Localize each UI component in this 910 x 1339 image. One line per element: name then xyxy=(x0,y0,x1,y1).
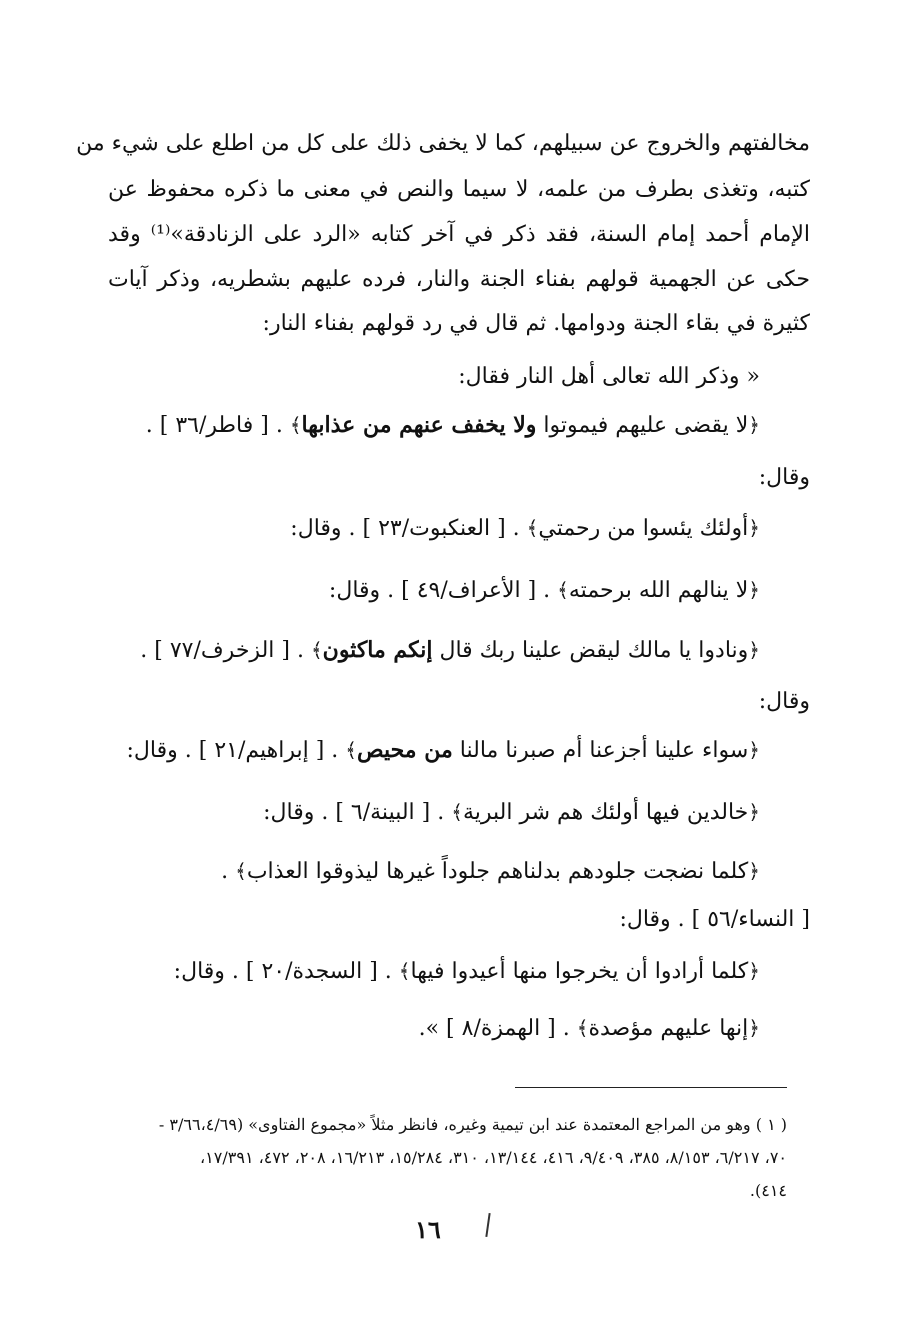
verse-text: أولئك يئسوا من رحمتي xyxy=(538,516,749,541)
page-number: ١٦ xyxy=(415,1215,441,1244)
verse-2 xyxy=(290,512,760,545)
verse-bold-text: ولا يخفف عنهم من عذابها xyxy=(301,412,537,438)
verse-8 xyxy=(174,955,760,988)
verse-open-ornament: ﴿ xyxy=(748,516,760,540)
verse-open-ornament: ﴿ xyxy=(748,413,760,437)
footnote-line-1: ( ١ ) وهو من المراجع المعتمدة عند ابن تيمية وغيره، فانظر مثلاً «مجموع الفتاوى» (٣/٦٦،٤/٦٩ - xyxy=(158,1115,787,1134)
body-line-4: حكى عن الجهمية قولهم بفناء الجنة والنار، فرده عليهم بشطريه، وذكر آيات xyxy=(108,267,810,292)
verse-4 xyxy=(140,634,760,667)
verse-text: ونادوا يا مالك ليقض علينا ربك قال xyxy=(432,638,749,663)
quote-intro: « وذكر الله تعالى أهل النار فقال: xyxy=(458,364,760,389)
body-line-5: كثيرة في بقاء الجنة ودوامها. ثم قال في رد قولهم بفناء النار: xyxy=(262,311,810,336)
verse-text: لا ينالهم الله برحمته xyxy=(568,578,749,603)
verse-text: كلما نضجت جلودهم بدلناهم جلوداً غيرها ليذوقوا العذاب xyxy=(246,859,749,884)
verse-open-ornament: ﴿ xyxy=(748,738,760,762)
verse-open-ornament: ﴿ xyxy=(748,959,760,983)
footnote-line-3: ٤١٤). xyxy=(749,1181,787,1200)
verse-reference: . [ الزخرف/٧٧ ] . xyxy=(140,638,311,663)
footnote-line-2: ٧٠، ٦/٢١٧، ٨/١٥٣، ٣٨٥، ٩/٤٠٩، ٤١٦، ١٣/١٤٤، ٣١٠، ١٥/٢٨٤، ١٦/٢١٣، ٢٠٨، ٤٧٢، ١٧/٣٩١، xyxy=(200,1148,787,1167)
verse-close-ornament: ﴾ xyxy=(526,516,539,540)
verse-text: سواء علينا أجزعنا أم صبرنا مالنا xyxy=(452,738,749,763)
verse-reference: . [ إبراهيم/٢١ ] . وقال: xyxy=(126,738,346,763)
footnote-separator xyxy=(515,1087,787,1088)
body-line-1: مخالفتهم والخروج عن سبيلهم، كما لا يخفى ذلك على كل من اطلع على شيء من xyxy=(76,131,810,156)
verse-text: إنها عليهم مؤصدة xyxy=(588,1016,749,1041)
verse-close-ornament: ﴾ xyxy=(451,800,463,824)
verse-close-ornament: ﴾ xyxy=(289,413,302,437)
verse-6 xyxy=(263,796,760,829)
verse-reference: . [ البينة/٦ ] . وقال: xyxy=(263,800,452,825)
verse-3 xyxy=(329,574,760,607)
verse-open-ornament: ﴿ xyxy=(748,638,760,662)
verse-text: كلما أرادوا أن يخرجوا منها أعيدوا فيها xyxy=(410,959,749,984)
verse-close-ornament: ﴾ xyxy=(576,1016,589,1040)
verse-open-ornament: ﴿ xyxy=(748,859,760,883)
verse-open-ornament: ﴿ xyxy=(748,800,760,824)
body-line-3: الإمام أحمد إمام السنة، فقد ذكر في آخر كتابه «الرد على الزنادقة»⁽¹⁾ وقد xyxy=(108,222,810,247)
verse-reference: . [ الهمزة/٨ ] ». xyxy=(418,1016,577,1041)
verse-close-ornament: ﴾ xyxy=(557,578,569,602)
verse-bold-text: من محيص xyxy=(357,737,453,763)
verse-reference: . [ الأعراف/٤٩ ] . وقال: xyxy=(328,578,558,603)
wa-qal-1: وقال: xyxy=(758,465,810,490)
verse-7 xyxy=(221,855,760,888)
pen-mark xyxy=(485,1213,490,1237)
verse-close-ornament: ﴾ xyxy=(235,859,247,883)
verse-reference: . [ العنكبوت/٢٣ ] . وقال: xyxy=(290,516,527,541)
verse-1 xyxy=(146,409,760,442)
verse-reference: . [ السجدة/٢٠ ] . وقال: xyxy=(173,959,399,984)
nisa-reference: [ النساء/٥٦ ] . وقال: xyxy=(619,907,810,932)
verse-5 xyxy=(127,734,760,767)
body-line-2: كتبه، وتغذى بطرف من علمه، لا سيما والنص في معنى ما ذكره محفوظ عن xyxy=(108,177,810,202)
verse-reference: . xyxy=(221,859,236,884)
verse-text: لا يقضى عليهم فيموتوا xyxy=(536,413,749,438)
verse-close-ornament: ﴾ xyxy=(345,738,358,762)
wa-qal-2: وقال: xyxy=(758,689,810,714)
verse-open-ornament: ﴿ xyxy=(748,578,760,602)
verse-9 xyxy=(419,1012,760,1045)
verse-open-ornament: ﴿ xyxy=(748,1016,760,1040)
verse-reference: . [ فاطر/٣٦ ] . xyxy=(145,413,290,438)
verse-close-ornament: ﴾ xyxy=(398,959,411,983)
verse-text: خالدين فيها أولئك هم شر البرية xyxy=(462,800,749,825)
verse-bold-text: إنكم ماكثون xyxy=(322,637,433,663)
verse-close-ornament: ﴾ xyxy=(310,638,323,662)
